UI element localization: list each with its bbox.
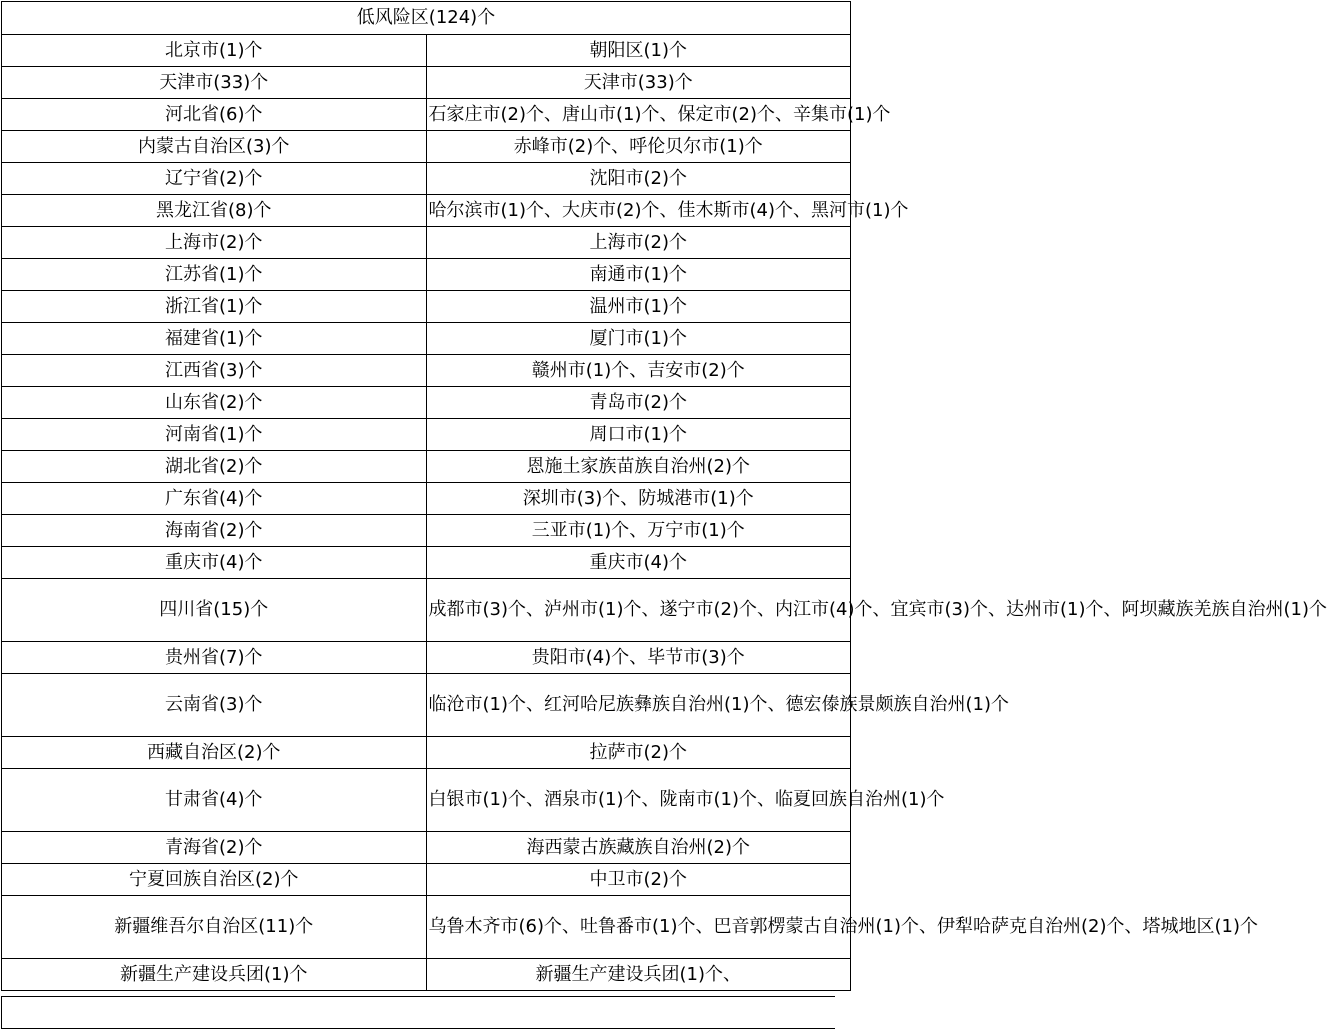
province-cell: 青海省(2)个 (2, 832, 427, 864)
cities-cell: 石家庄市(2)个、唐山市(1)个、保定市(2)个、辛集市(1)个 (426, 99, 851, 131)
cities-cell: 青岛市(2)个 (426, 387, 851, 419)
table-row (2, 832, 851, 864)
empty-footer-row (1, 996, 835, 1029)
cities-cell: 恩施土家族苗族自治州(2)个 (426, 451, 851, 483)
table-row (2, 291, 851, 323)
table-row (2, 547, 851, 579)
cities-cell: 重庆市(4)个 (426, 547, 851, 579)
cities-cell: 贵阳市(4)个、毕节市(3)个 (426, 642, 851, 674)
table-row (2, 259, 851, 291)
table-row (2, 896, 851, 959)
province-cell: 重庆市(4)个 (2, 547, 427, 579)
cities-cell: 白银市(1)个、酒泉市(1)个、陇南市(1)个、临夏回族自治州(1)个 (426, 769, 851, 832)
province-cell: 云南省(3)个 (2, 674, 427, 737)
table-row (2, 99, 851, 131)
table-row (2, 451, 851, 483)
cities-cell: 乌鲁木齐市(6)个、吐鲁番市(1)个、巴音郭楞蒙古自治州(1)个、伊犁哈萨克自治州(2)个、塔城地区(1)个 (426, 896, 851, 959)
province-cell: 湖北省(2)个 (2, 451, 427, 483)
low-risk-table (1, 1, 1327, 991)
cities-cell: 哈尔滨市(1)个、大庆市(2)个、佳木斯市(4)个、黑河市(1)个 (426, 195, 851, 227)
cities-cell: 中卫市(2)个 (426, 864, 851, 896)
province-cell: 黑龙江省(8)个 (2, 195, 427, 227)
province-cell: 福建省(1)个 (2, 323, 427, 355)
cities-cell: 朝阳区(1)个 (426, 35, 851, 67)
province-cell: 浙江省(1)个 (2, 291, 427, 323)
cities-cell: 天津市(33)个 (426, 67, 851, 99)
table-row (2, 642, 851, 674)
table-row (2, 959, 851, 991)
province-cell: 广东省(4)个 (2, 483, 427, 515)
cities-cell: 海西蒙古族藏族自治州(2)个 (426, 832, 851, 864)
table-row (2, 483, 851, 515)
cities-cell: 赤峰市(2)个、呼伦贝尔市(1)个 (426, 131, 851, 163)
province-cell: 上海市(2)个 (2, 227, 427, 259)
cities-cell: 上海市(2)个 (426, 227, 851, 259)
province-cell: 海南省(2)个 (2, 515, 427, 547)
title-row (2, 2, 851, 35)
table-row (2, 227, 851, 259)
table-row (2, 769, 851, 832)
province-cell: 河南省(1)个 (2, 419, 427, 451)
table-row (2, 737, 851, 769)
table-row (2, 515, 851, 547)
table-row (2, 195, 851, 227)
province-cell: 辽宁省(2)个 (2, 163, 427, 195)
province-cell: 江西省(3)个 (2, 355, 427, 387)
table-row (2, 323, 851, 355)
province-cell: 北京市(1)个 (2, 35, 427, 67)
province-cell: 甘肃省(4)个 (2, 769, 427, 832)
province-cell: 河北省(6)个 (2, 99, 427, 131)
cities-cell: 沈阳市(2)个 (426, 163, 851, 195)
table-body (2, 2, 1327, 991)
cities-cell: 三亚市(1)个、万宁市(1)个 (426, 515, 851, 547)
cities-cell: 深圳市(3)个、防城港市(1)个 (426, 483, 851, 515)
table-row (2, 163, 851, 195)
province-cell: 新疆生产建设兵团(1)个 (2, 959, 427, 991)
table-row (2, 67, 851, 99)
province-cell: 贵州省(7)个 (2, 642, 427, 674)
table-row (2, 355, 851, 387)
province-cell: 内蒙古自治区(3)个 (2, 131, 427, 163)
table-row (2, 419, 851, 451)
table-row (2, 387, 851, 419)
table-row (2, 864, 851, 896)
table-row (2, 674, 851, 737)
cities-cell: 新疆生产建设兵团(1)个、 (426, 959, 851, 991)
cities-cell: 厦门市(1)个 (426, 323, 851, 355)
cities-cell: 临沧市(1)个、红河哈尼族彝族自治州(1)个、德宏傣族景颇族自治州(1)个 (426, 674, 851, 737)
cities-cell: 南通市(1)个 (426, 259, 851, 291)
cities-cell: 周口市(1)个 (426, 419, 851, 451)
table-row (2, 579, 851, 642)
province-cell: 新疆维吾尔自治区(11)个 (2, 896, 427, 959)
cities-cell: 成都市(3)个、泸州市(1)个、遂宁市(2)个、内江市(4)个、宜宾市(3)个、达州市(1)个、阿坝藏族羌族自治州(1)个 (426, 579, 851, 642)
cities-cell: 赣州市(1)个、吉安市(2)个 (426, 355, 851, 387)
cities-cell: 温州市(1)个 (426, 291, 851, 323)
table-row (2, 131, 851, 163)
province-cell: 天津市(33)个 (2, 67, 427, 99)
province-cell: 山东省(2)个 (2, 387, 427, 419)
province-cell: 江苏省(1)个 (2, 259, 427, 291)
cities-cell: 拉萨市(2)个 (426, 737, 851, 769)
province-cell: 宁夏回族自治区(2)个 (2, 864, 427, 896)
table-row (2, 35, 851, 67)
province-cell: 西藏自治区(2)个 (2, 737, 427, 769)
table-title: 低风险区(124)个 (2, 2, 851, 35)
province-cell: 四川省(15)个 (2, 579, 427, 642)
